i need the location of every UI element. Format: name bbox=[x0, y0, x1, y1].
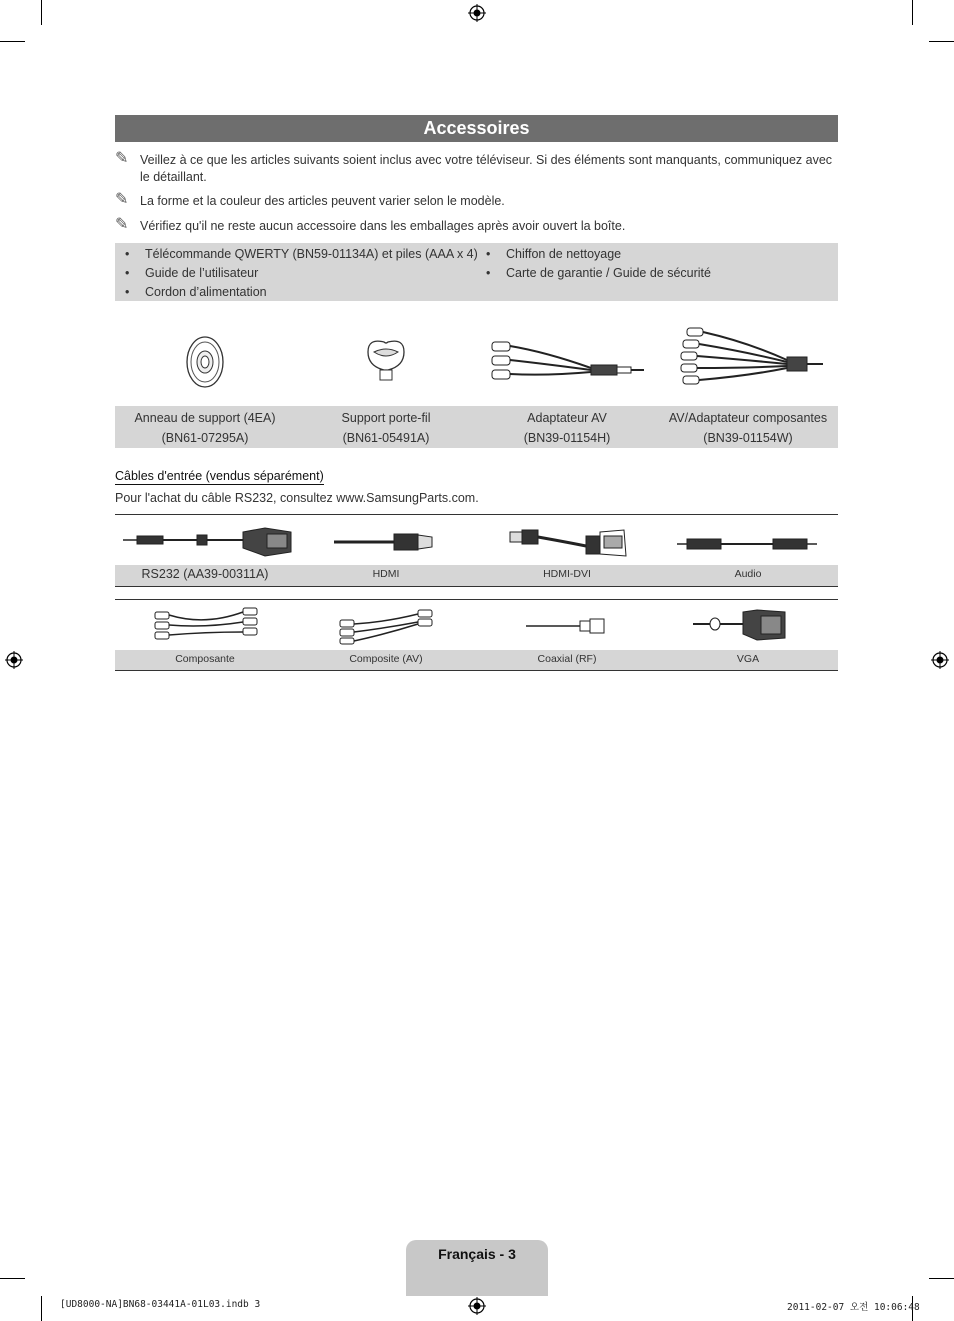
accessory-code: (BN39-01154W) bbox=[703, 431, 793, 445]
list-item: • Carte de garantie / Guide de sécurité bbox=[486, 266, 711, 280]
cable-holder-icon bbox=[296, 322, 476, 402]
cable-label: HDMI bbox=[372, 568, 400, 580]
accessory-label bbox=[477, 408, 657, 448]
divider bbox=[115, 586, 838, 587]
hdmi-cable-icon bbox=[296, 518, 476, 566]
page-number: Français - 3 bbox=[438, 1246, 516, 1262]
list-item-text: Guide de l’utilisateur bbox=[145, 266, 259, 280]
divider bbox=[115, 670, 838, 671]
pencil-icon: ✎ bbox=[115, 216, 129, 233]
component-cable-icon bbox=[115, 602, 295, 650]
note-text: Vérifiez qu'il ne reste aucun accessoire dans les emballages après avoir ouvert la boîte. bbox=[140, 219, 626, 233]
cable-label: Composite (AV) bbox=[349, 653, 423, 665]
included-list-right bbox=[476, 245, 711, 283]
pencil-icon: ✎ bbox=[115, 191, 129, 208]
accessory-labels bbox=[115, 406, 838, 448]
holder-ring-icon bbox=[115, 322, 295, 402]
component-adapter-icon bbox=[657, 322, 837, 402]
crop-mark bbox=[929, 1278, 954, 1279]
registration-mark-icon bbox=[468, 4, 486, 22]
note bbox=[115, 152, 838, 186]
hdmi-dvi-cable-icon bbox=[476, 518, 656, 566]
cable-labels-row1 bbox=[115, 565, 838, 586]
list-item-text: Chiffon de nettoyage bbox=[506, 247, 622, 261]
accessory-label bbox=[658, 408, 838, 448]
accessory-code: (BN61-05491A) bbox=[342, 431, 430, 445]
cable-labels-row2 bbox=[115, 650, 838, 670]
note-text: La forme et la couleur des articles peuvent varier selon le modèle. bbox=[140, 194, 505, 208]
cables-note: Pour l'achat du câble RS232, consultez www.SamsungParts.com. bbox=[115, 491, 479, 505]
note bbox=[115, 193, 838, 210]
accessory-code: (BN39-01154H) bbox=[523, 431, 611, 445]
list-item-text: Carte de garantie / Guide de sécurité bbox=[506, 266, 711, 280]
cable-label: HDMI-DVI bbox=[543, 568, 591, 580]
coaxial-cable-icon bbox=[476, 602, 656, 650]
note bbox=[115, 218, 838, 235]
page-number-tab bbox=[406, 1240, 548, 1296]
registration-mark-icon bbox=[931, 651, 949, 669]
included-items bbox=[115, 243, 838, 301]
av-adapter-icon bbox=[476, 322, 656, 402]
list-item: • Guide de l’utilisateur bbox=[125, 266, 259, 280]
list-item-text: Cordon d’alimentation bbox=[145, 285, 267, 299]
rs232-cable-icon bbox=[115, 518, 295, 566]
composite-cable-icon bbox=[296, 602, 476, 650]
crop-mark bbox=[912, 0, 913, 25]
divider bbox=[115, 599, 838, 600]
cable-label: VGA bbox=[736, 653, 760, 665]
cable-label: Audio bbox=[734, 568, 762, 580]
section-title: Accessoires bbox=[115, 115, 838, 142]
vga-cable-icon bbox=[657, 602, 837, 650]
cable-label: Composante bbox=[175, 653, 235, 665]
registration-mark-icon bbox=[5, 651, 23, 669]
note-text: Veillez à ce que les articles suivants soient inclus avec votre téléviseur. Si des éléments sont manquants, communiquez avec le détaillant. bbox=[140, 153, 833, 184]
accessory-name: Support porte-fil bbox=[341, 411, 431, 425]
list-item: • Chiffon de nettoyage bbox=[486, 247, 622, 261]
cable-label: Coaxial (RF) bbox=[537, 653, 597, 665]
accessory-name: AV/Adaptateur composantes bbox=[668, 411, 828, 425]
crop-mark bbox=[41, 0, 42, 25]
registration-mark-icon bbox=[468, 1297, 486, 1315]
crop-mark bbox=[41, 1296, 42, 1321]
accessory-label bbox=[296, 408, 476, 448]
crop-mark bbox=[0, 41, 25, 42]
cable-label: RS232 (AA39-00311A) bbox=[141, 567, 269, 581]
list-item: • Cordon d’alimentation bbox=[125, 285, 267, 299]
accessory-name: Anneau de support (4EA) bbox=[134, 411, 276, 425]
accessory-code: (BN61-07295A) bbox=[161, 431, 249, 445]
divider bbox=[115, 514, 838, 515]
included-list-left bbox=[115, 245, 478, 302]
crop-mark bbox=[929, 41, 954, 42]
list-item-text: Télécommande QWERTY (BN59-01134A) et piles (AAA x 4) bbox=[145, 247, 478, 261]
accessory-name: Adaptateur AV bbox=[527, 411, 607, 425]
accessory-label bbox=[115, 408, 295, 448]
crop-mark bbox=[0, 1278, 25, 1279]
audio-cable-icon bbox=[657, 518, 837, 566]
cables-heading: Câbles d'entrée (vendus séparément) bbox=[115, 469, 324, 483]
footer-timestamp: 2011-02-07 오전 10:06:48 bbox=[787, 1302, 920, 1313]
list-item: • Télécommande QWERTY (BN59-01134A) et piles (AAA x 4) bbox=[125, 247, 478, 261]
footer-file-info: [UD8000-NA]BN68-03441A-01L03.indb 3 bbox=[60, 1299, 261, 1310]
pencil-icon: ✎ bbox=[115, 150, 129, 167]
